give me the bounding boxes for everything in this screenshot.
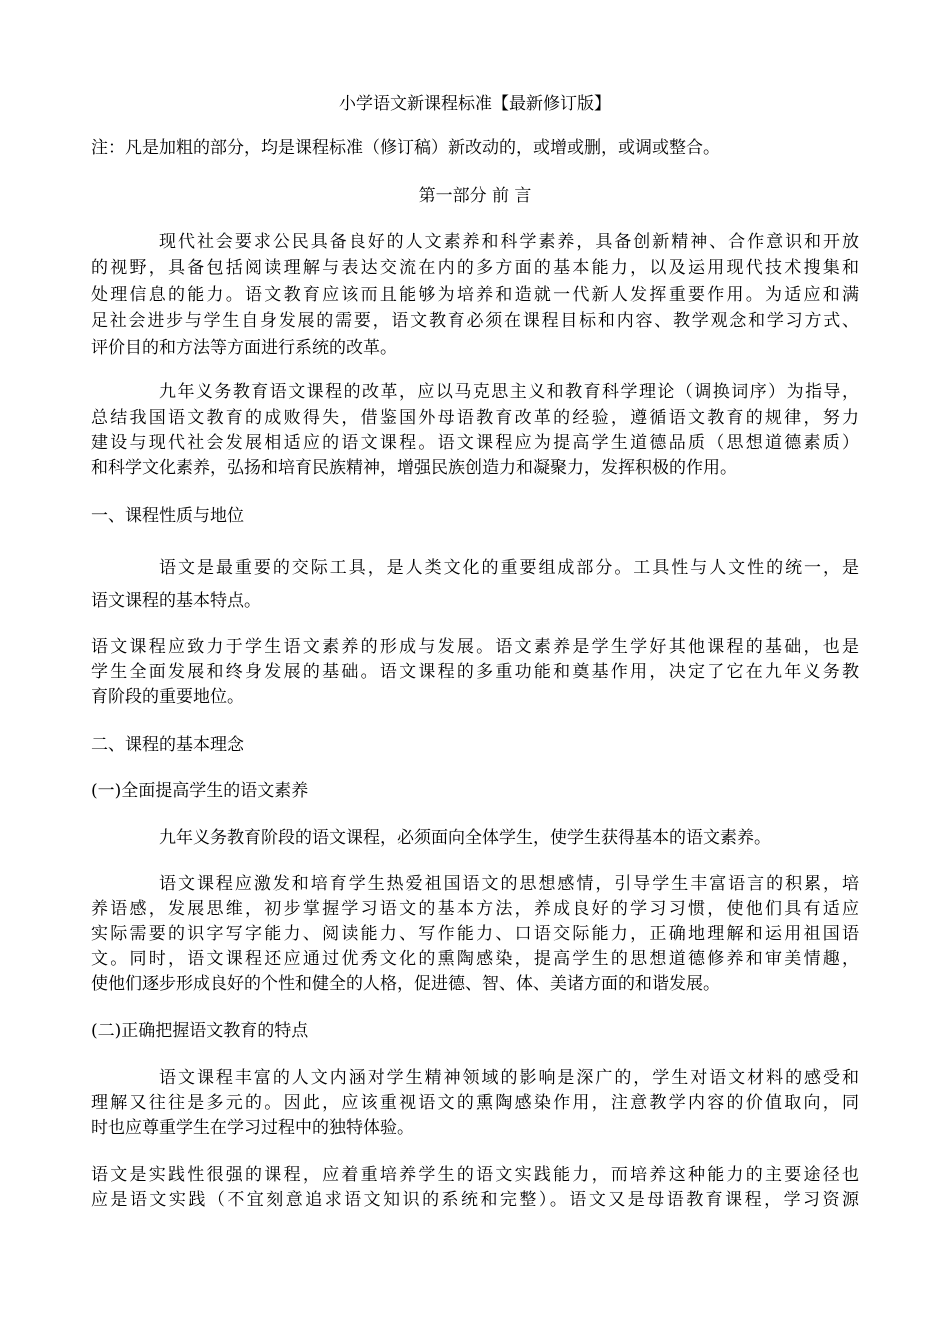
paragraph-line: 总结我国语文教育的成败得失，借鉴国外母语教育改革的经验，遵循语文教育的规律，努力	[91, 408, 859, 428]
paragraph-line: 建设与现代社会发展相适应的语文课程。语文课程应为提高学生道德品质（思想道德素质）	[91, 433, 859, 453]
paragraph-line: 文。同时，语文课程还应通过优秀文化的熏陶感染，提高学生的思想道德修养和审美情趣，	[91, 949, 859, 969]
subsection-heading-1: (一)全面提高学生的语文素养	[91, 781, 309, 801]
paragraph-line: 评价目的和方法等方面进行系统的改革。	[91, 338, 397, 358]
subsection-heading-2: (二)正确把握语文教育的特点	[91, 1021, 309, 1041]
paragraph-line: 的视野，具备包括阅读理解与表达交流在内的多方面的基本能力，以及运用现代技术搜集和	[91, 258, 859, 278]
paragraph-line: 足社会进步与学生自身发展的需要，语文教育必须在课程目标和内容、教学观念和学习方式、	[91, 311, 859, 331]
paragraph-line: 九年义务教育语文课程的改革，应以马克思主义和教育科学理论（调换词序）为指导，	[159, 382, 859, 402]
revision-note: 注：凡是加粗的部分，均是课程标准（修订稿）新改动的，或增或删，或调或整合。	[91, 138, 720, 158]
paragraph-line: 语文课程的基本特点。	[91, 591, 261, 611]
paragraph-line: 语文课程应致力于学生语文素养的形成与发展。语文素养是学生学好其他课程的基础，也是	[91, 637, 859, 657]
section-heading-2: 二、课程的基本理念	[91, 735, 244, 755]
paragraph-line: 现代社会要求公民具备良好的人文素养和科学素养，具备创新精神、合作意识和开放	[159, 232, 859, 252]
paragraph-line: 时也应尊重学生在学习过程中的独特体验。	[91, 1118, 414, 1138]
section-heading-1: 一、课程性质与地位	[91, 506, 244, 526]
paragraph-line: 和科学文化素养，弘扬和培育民族精神，增强民族创造力和凝聚力，发挥积极的作用。	[91, 458, 737, 478]
paragraph-line: 理解又往往是多元的。因此，应该重视语文的熏陶感染作用，注意教学内容的价值取向，同	[91, 1093, 859, 1113]
paragraph-line: 语文课程丰富的人文内涵对学生精神领域的影响是深广的，学生对语文材料的感受和	[159, 1068, 859, 1088]
paragraph-line: 九年义务教育阶段的语文课程，必须面向全体学生，使学生获得基本的语文素养。	[159, 828, 771, 848]
paragraph-line: 使他们逐步形成良好的个性和健全的人格，促进德、智、体、美诸方面的和谐发展。	[91, 974, 720, 994]
paragraph-line: 应是语文实践（不宜刻意追求语文知识的系统和完整）。语文又是母语教育课程，学习资源	[91, 1190, 859, 1210]
paragraph-line: 育阶段的重要地位。	[91, 687, 244, 707]
paragraph-line: 语文是最重要的交际工具，是人类文化的重要组成部分。工具性与人文性的统一，是	[159, 558, 859, 578]
paragraph-line: 实际需要的识字写字能力、阅读能力、写作能力、口语交际能力，正确地理解和运用祖国语	[91, 924, 859, 944]
paragraph-line: 处理信息的能力。语文教育应该而且能够为培养和造就一代新人发挥重要作用。为适应和满	[91, 285, 859, 305]
part-title: 第一部分 前 言	[418, 186, 532, 206]
paragraph-line: 学生全面发展和终身发展的基础。语文课程的多重功能和奠基作用，决定了它在九年义务教	[91, 662, 859, 682]
paragraph-line: 语文课程应激发和培育学生热爱祖国语文的思想感情，引导学生丰富语言的积累，培	[159, 874, 859, 894]
document-title: 小学语文新课程标准【最新修订版】	[339, 94, 611, 114]
paragraph-line: 语文是实践性很强的课程，应着重培养学生的语文实践能力，而培养这种能力的主要途径也	[91, 1165, 859, 1185]
paragraph-line: 养语感，发展思维，初步掌握学习语文的基本方法，养成良好的学习习惯，使他们具有适应	[91, 899, 859, 919]
